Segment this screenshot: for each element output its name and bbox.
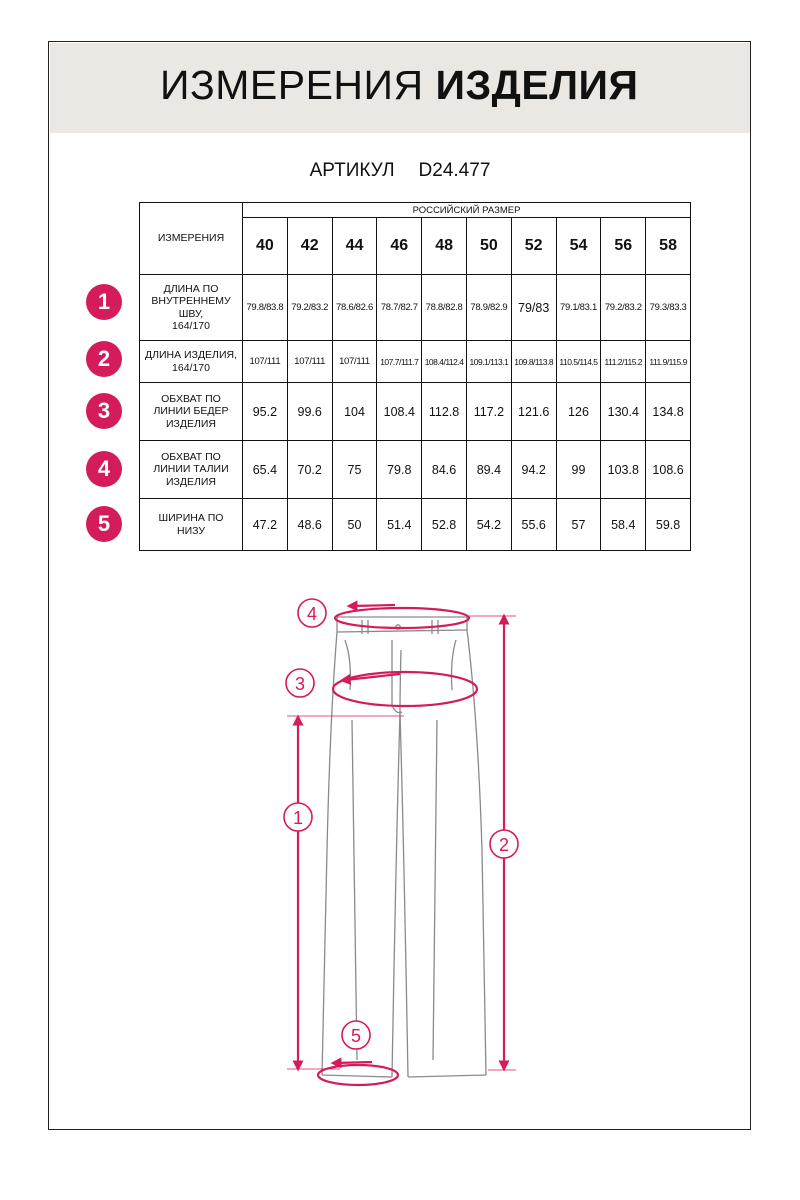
value-cell: 107.7/111.7 — [377, 341, 422, 383]
value-cell: 121.6 — [511, 383, 556, 441]
pants-outline — [322, 617, 486, 1077]
value-cell: 108.4/112.4 — [422, 341, 467, 383]
title-light: ИЗМЕРЕНИЯ — [160, 62, 424, 108]
value-cell: 65.4 — [243, 441, 288, 499]
value-cell: 89.4 — [466, 441, 511, 499]
value-cell: 110.5/114.5 — [556, 341, 601, 383]
value-cell: 94.2 — [511, 441, 556, 499]
value-cell: 109.8/113.8 — [511, 341, 556, 383]
value-cell: 51.4 — [377, 499, 422, 551]
value-cell: 108.6 — [646, 441, 691, 499]
value-cell: 99.6 — [287, 383, 332, 441]
diagram-label-3: 3 — [294, 674, 306, 694]
article-label: АРТИКУЛ — [309, 160, 395, 181]
value-cell: 47.2 — [243, 499, 288, 551]
value-cell: 117.2 — [466, 383, 511, 441]
row-number: 1 — [97, 289, 111, 314]
size-system-header: РОССИЙСКИЙ РАЗМЕР — [243, 203, 691, 218]
value-cell: 79.2/83.2 — [601, 275, 646, 341]
measurement-label-line: ШИРИНА ПО — [158, 512, 224, 524]
value-cell: 59.8 — [646, 499, 691, 551]
value-cell: 130.4 — [601, 383, 646, 441]
value-cell: 55.6 — [511, 499, 556, 551]
row-number: 2 — [97, 346, 111, 371]
value-cell: 107/111 — [243, 341, 288, 383]
measurement-label-line: ДЛИНА ПО — [163, 282, 219, 295]
measurement-label-line: 164/170 — [172, 320, 210, 332]
value-cell: 79.1/83.1 — [556, 275, 601, 341]
value-cell: 109.1/113.1 — [466, 341, 511, 383]
value-cell: 108.4 — [377, 383, 422, 441]
measurements-header: ИЗМЕРЕНИЯ — [140, 203, 243, 275]
measurement-label-line: ИЗДЕЛИЯ — [165, 475, 217, 488]
value-cell: 103.8 — [601, 441, 646, 499]
value-cell: 84.6 — [422, 441, 467, 499]
value-cell: 107/111 — [287, 341, 332, 383]
value-cell: 58.4 — [601, 499, 646, 551]
value-cell: 111.9/115.9 — [646, 341, 691, 383]
value-cell: 48.6 — [287, 499, 332, 551]
value-cell: 75 — [332, 441, 377, 499]
size-header-cell: 52 — [511, 218, 556, 275]
size-header-cell: 58 — [646, 218, 691, 275]
measurement-label-line: ИЗДЕЛИЯ — [165, 417, 217, 430]
value-cell: 54.2 — [466, 499, 511, 551]
diagram-label-5: 5 — [350, 1026, 362, 1046]
row-number: 4 — [97, 456, 111, 481]
value-cell: 79.3/83.3 — [646, 275, 691, 341]
size-header-cell: 50 — [466, 218, 511, 275]
value-cell: 107/111 — [332, 341, 377, 383]
title-bold: ИЗДЕЛИЯ — [435, 62, 639, 108]
value-cell: 78.9/82.9 — [466, 275, 511, 341]
value-cell: 99 — [556, 441, 601, 499]
row-number: 5 — [97, 511, 111, 536]
size-header-cell: 54 — [556, 218, 601, 275]
row-number: 3 — [97, 398, 111, 423]
measurement-label-line: ШВУ, — [178, 307, 204, 320]
value-cell: 78.6/82.6 — [332, 275, 377, 341]
value-cell: 79.8/83.8 — [243, 275, 288, 341]
waist-arrow — [352, 605, 395, 606]
diagram-label-2: 2 — [498, 835, 510, 855]
value-cell: 79.2/83.2 — [287, 275, 332, 341]
measurement-label-line: ВНУТРЕННЕМУ — [151, 295, 231, 307]
measurement-label-line: ЛИНИИ ТАЛИИ — [153, 463, 229, 476]
value-cell: 126 — [556, 383, 601, 441]
size-header-cell: 44 — [332, 218, 377, 275]
size-header-cell: 42 — [287, 218, 332, 275]
value-cell: 134.8 — [646, 383, 691, 441]
value-cell: 104 — [332, 383, 377, 441]
measurement-label-line: ОБХВАТ ПО — [161, 392, 221, 405]
value-cell: 112.8 — [422, 383, 467, 441]
value-cell: 79/83 — [511, 275, 556, 341]
size-header-cell: 56 — [601, 218, 646, 275]
measurement-label-line: ОБХВАТ ПО — [161, 450, 221, 463]
measurement-label-line: ДЛИНА ИЗДЕЛИЯ, — [145, 349, 237, 361]
measurement-label-line: ЛИНИИ БЕДЕР — [153, 405, 229, 418]
measurement-label-line: НИЗУ — [176, 524, 206, 537]
waist-ellipse — [335, 608, 469, 628]
value-cell: 78.8/82.8 — [422, 275, 467, 341]
diagram-label-4: 4 — [306, 604, 318, 624]
size-header-cell: 40 — [243, 218, 288, 275]
value-cell: 111.2/115.2 — [601, 341, 646, 383]
value-cell: 79.8 — [377, 441, 422, 499]
hip-ellipse — [333, 672, 477, 706]
value-cell: 95.2 — [243, 383, 288, 441]
value-cell: 52.8 — [422, 499, 467, 551]
article-code: D24.477 — [418, 160, 491, 181]
size-header-cell: 46 — [377, 218, 422, 275]
hem-arrow — [336, 1062, 372, 1063]
value-cell: 70.2 — [287, 441, 332, 499]
value-cell: 57 — [556, 499, 601, 551]
measurement-label-line: 164/170 — [172, 361, 210, 374]
value-cell: 78.7/82.7 — [377, 275, 422, 341]
size-header-cell: 48 — [422, 218, 467, 275]
value-cell: 50 — [332, 499, 377, 551]
diagram-label-1: 1 — [292, 808, 304, 828]
